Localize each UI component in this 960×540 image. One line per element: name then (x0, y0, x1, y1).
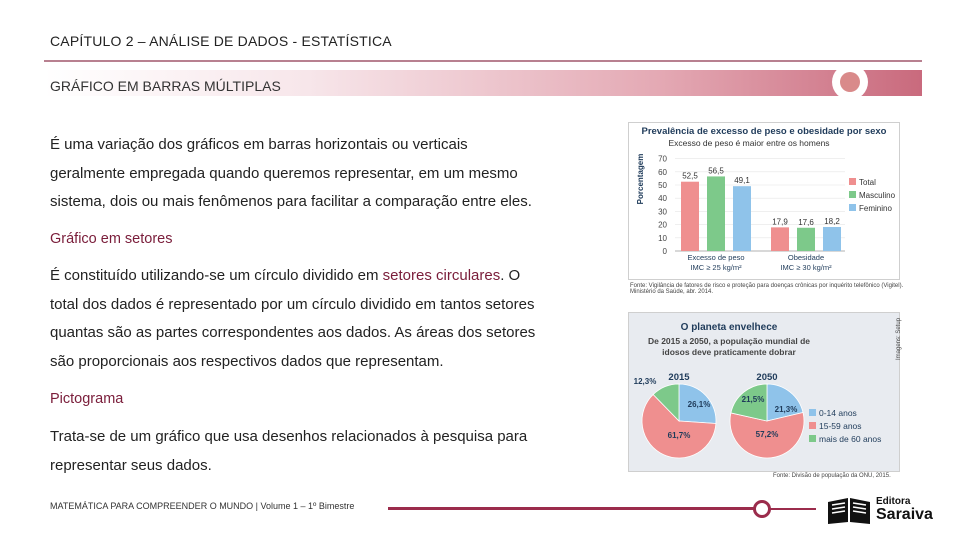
legend-swatch (849, 178, 856, 185)
publisher-logo (826, 494, 940, 526)
pie-chart (629, 313, 899, 471)
paragraph-bar-charts (50, 131, 532, 217)
slice-label: 21,3% (774, 405, 798, 414)
bar (733, 186, 751, 251)
book-icon (826, 496, 872, 524)
bar (771, 227, 789, 251)
pie-year-label: 2050 (756, 372, 778, 383)
bar (797, 228, 815, 251)
y-tick-label: 10 (658, 233, 667, 243)
data-label: 18,2 (824, 216, 840, 226)
subheading-sector-chart: Gráfico em setores (50, 231, 173, 247)
paragraph-text: . O (500, 267, 521, 284)
y-tick-label: 40 (658, 194, 667, 204)
y-tick-label: 60 (658, 167, 667, 177)
paragraph-sector-chart (50, 262, 535, 376)
legend-swatch (849, 191, 856, 198)
bar-chart-panel (628, 122, 900, 280)
legend-label: 15-59 anos (819, 421, 862, 431)
subheading-pictogram: Pictograma (50, 391, 124, 407)
paragraph-line: representar seus dados. (50, 456, 212, 474)
paragraph-line: total dos dados é representado por um círculo dividido em tantos setores (50, 295, 535, 313)
legend-label: Total (859, 178, 876, 187)
data-label: 17,6 (798, 217, 814, 227)
x-tick-label: IMC ≥ 25 kg/m² (690, 263, 742, 272)
bar (707, 176, 725, 251)
legend-swatch (849, 204, 856, 211)
slice-label: 21,5% (741, 395, 765, 404)
paragraph-pictogram (50, 423, 527, 480)
footer-line (388, 507, 754, 510)
chart-subtitle: idosos deve praticamente dobrar (662, 347, 796, 357)
slice-label: 57,2% (755, 430, 779, 439)
data-label: 52,5 (682, 171, 698, 181)
legend-swatch (809, 422, 816, 429)
pie-chart-panel (628, 312, 900, 472)
footer-text: MATEMÁTICA PARA COMPREENDER O MUNDO | Volume 1 – 1º Bimestre (50, 501, 355, 511)
bar (681, 182, 699, 251)
paragraph-line: quantas são as partes correspondentes aos dados. As áreas dos setores (50, 324, 536, 341)
chart-subtitle: De 2015 a 2050, a população mundial de (647, 336, 811, 346)
logo-line1: Editora (876, 496, 911, 507)
paragraph-line (50, 262, 535, 291)
data-label: 56,5 (708, 166, 724, 176)
slice-label: 61,7% (667, 431, 691, 440)
paragraph-line: É uma variação dos gráficos em barras horizontais ou verticais (50, 136, 468, 153)
legend-label: Feminino (859, 204, 892, 213)
footer-line-right (770, 508, 816, 510)
y-tick-label: 20 (658, 220, 667, 230)
legend-label: mais de 60 anos (819, 434, 882, 444)
x-tick-label: Obesidade (787, 253, 825, 262)
y-tick-label: 50 (658, 181, 667, 190)
y-tick-label: 70 (658, 154, 667, 164)
data-label: 17,9 (772, 217, 788, 227)
legend-label: Masculino (859, 191, 896, 200)
paragraph-text: É constituído utilizando-se um círculo dividido em (50, 267, 383, 284)
paragraph-line: Trata-se de um gráfico que usa desenhos relacionados à pesquisa para (50, 428, 528, 445)
chapter-title: CAPÍTULO 2 – ANÁLISE DE DADOS - ESTATÍSTICA (50, 33, 392, 49)
bar-chart-source: Fonte: Vigilância de fatores de risco e proteção para doenças crônicas por inquérito telefônico (Vigitel). Ministério da Saúde, abr. 2014. (630, 283, 904, 295)
legend-swatch (809, 435, 816, 442)
x-tick-label: Excesso de peso (687, 253, 745, 262)
legend-label: 0-14 anos (819, 408, 857, 418)
bar-chart (629, 123, 899, 279)
y-tick-label: 30 (658, 207, 667, 217)
section-title: GRÁFICO EM BARRAS MÚLTIPLAS (50, 78, 281, 94)
highlighted-term: setores circulares (382, 267, 501, 284)
image-credit: Imagens: Setup (896, 317, 902, 360)
slice-label: 26,1% (687, 400, 711, 409)
band-circle-ornament (832, 64, 868, 100)
y-tick-label: 0 (662, 247, 667, 256)
chart-title: O planeta envelhece (680, 322, 778, 333)
footer-ring (753, 500, 771, 518)
bar (823, 227, 841, 251)
chart-title: Prevalência de excesso de peso e obesidade por sexo (641, 126, 887, 137)
slice-label: 12,3% (633, 377, 657, 386)
paragraph-line: são proporcionais aos respectivos dados que representam. (50, 352, 444, 370)
y-axis-label: Porcentagem (636, 153, 645, 205)
logo-line2: Saraiva (876, 506, 933, 523)
pie-chart-source: Fonte: Divisão de população da ONU, 2015. (773, 473, 891, 479)
header-divider (44, 60, 922, 62)
paragraph-line: sistema, dois ou mais fenômenos para facilitar a comparação entre eles. (50, 193, 532, 210)
data-label: 49,1 (734, 176, 750, 186)
paragraph-line: geralmente empregada quando queremos representar, em um mesmo (50, 164, 518, 182)
x-tick-label: IMC ≥ 30 kg/m² (780, 263, 832, 272)
legend-swatch (809, 409, 816, 416)
pie-year-label: 2015 (668, 372, 690, 383)
chart-subtitle: Excesso de peso é maior entre os homens (668, 138, 830, 148)
